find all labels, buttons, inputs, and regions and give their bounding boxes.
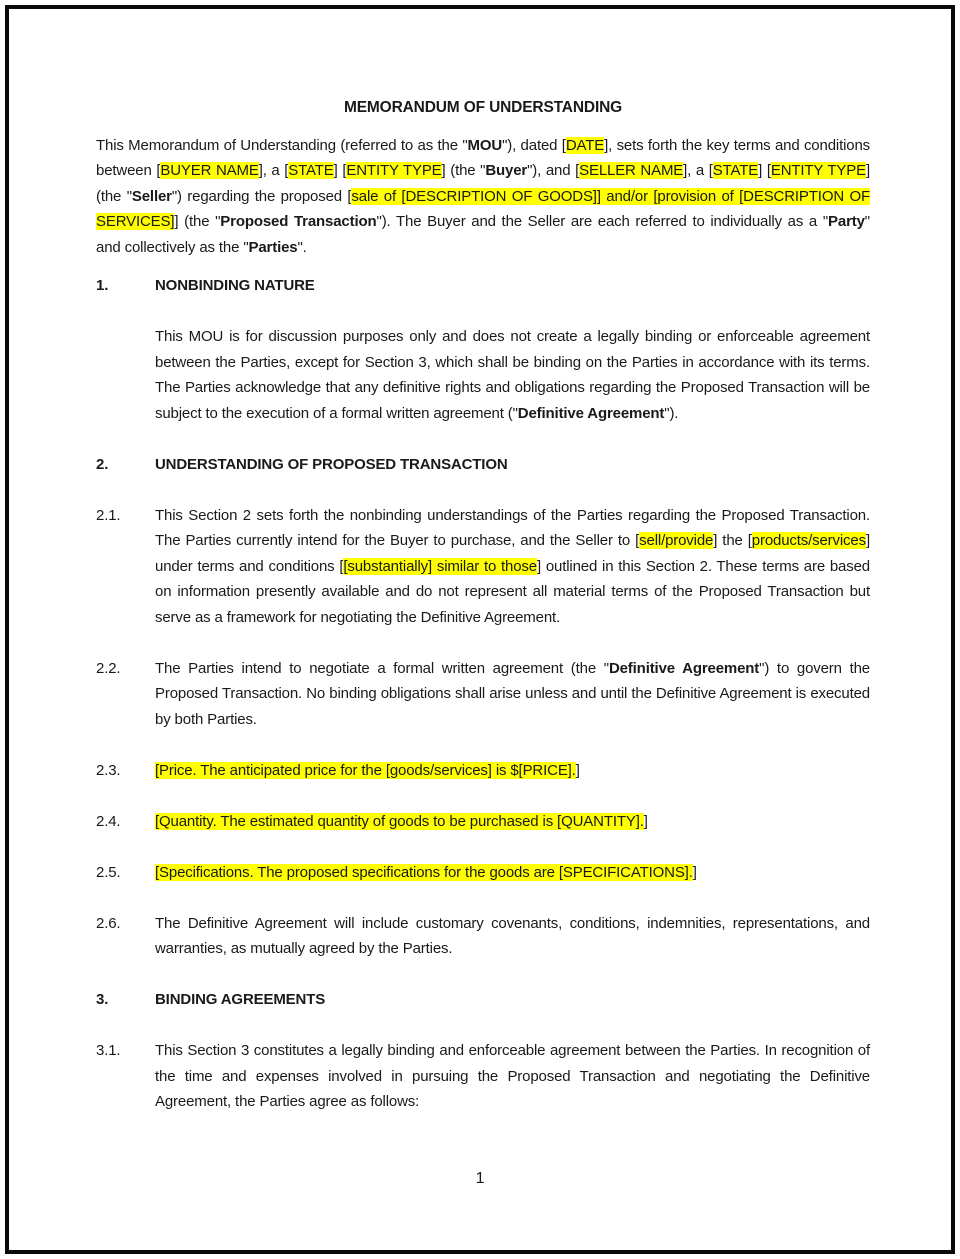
text-run: ". — [297, 238, 307, 256]
clause-2-2 — [96, 656, 870, 733]
clause-2-4 — [96, 809, 870, 835]
document-title: MEMORANDUM OF UNDERSTANDING — [343, 99, 623, 116]
text-run: Proposed Transaction — [220, 213, 377, 230]
text-run: Definitive Agreement — [517, 404, 665, 422]
text-run: ] (the " — [441, 162, 486, 179]
text-run: ] — [692, 863, 697, 881]
clause-text — [155, 324, 870, 426]
highlighted-text: BUYER NAME — [160, 162, 259, 179]
clause-number: 2.6. — [96, 914, 121, 932]
text-run: ] the [ — [713, 532, 752, 549]
section-heading-2 — [96, 452, 870, 478]
text-run: This Section 3 constitutes a legally binding and enforceable agreement between the Parties. In recognition of the time and expenses involved in pursuing the Proposed Transaction and negotiating the Definitive Agreement, the Parties agree as follows: — [155, 1042, 870, 1110]
text-run: This Section 2 sets forth the nonbinding understandings of the Parties regarding the Proposed Transaction. The Parties currently intend for the Buyer to purchase, and the Seller to [ — [155, 506, 870, 549]
section-heading-3 — [96, 987, 870, 1013]
highlighted-text: ENTITY TYPE — [770, 162, 866, 179]
text-run: "), dated [ — [502, 136, 566, 154]
highlighted-text: ENTITY TYPE — [346, 162, 442, 179]
section-heading-1 — [96, 273, 870, 299]
text-run: "), and [ — [527, 162, 580, 179]
clause-number: 2.5. — [96, 863, 121, 881]
text-run: ] outlined in this Section 2. These terms are based on information presently available and do not represent all material terms of the Proposed Transaction but serve as a framework for negotiating the Definitive Agreement. — [155, 557, 870, 626]
section-number: 3. — [96, 991, 109, 1008]
clause-number — [96, 324, 155, 426]
text-run: ] under terms and conditions [ — [155, 532, 870, 575]
text-run: Parties — [248, 238, 298, 256]
clause-3-1 — [96, 1038, 870, 1115]
text-run: ] (the " — [174, 213, 221, 230]
highlighted-text: DATE — [565, 136, 605, 154]
text-run: ] [ — [333, 162, 347, 179]
clause-text — [155, 1038, 870, 1115]
text-run: The Definitive Agreement will include customary covenants, conditions, indemnities, representations, and warranties, as mutually agreed by the Parties. — [155, 914, 870, 957]
clause-2-6 — [96, 911, 870, 962]
document-content — [96, 95, 870, 1140]
highlighted-text: [Price. The anticipated price for the [goods/services] is $[PRICE]. — [155, 761, 576, 779]
text-run: This MOU is for discussion purposes only and does not create a legally binding or enforceable agreement between the Parties, except for Section 3, which shall be binding on the Parties in accordance with its terms. The Parties acknowledge that any definitive rights and obligations regarding the Proposed Transaction will be subject to the execution of a formal written agreement (" — [155, 328, 870, 422]
clause-text — [155, 758, 870, 784]
clause-2-5 — [96, 860, 870, 886]
intro-paragraph — [96, 133, 870, 261]
highlighted-text: [substantially] similar to those — [343, 557, 537, 575]
section-title: NONBINDING NATURE — [155, 277, 315, 294]
text-run: Seller — [131, 187, 172, 205]
text-run: MOU — [467, 136, 503, 154]
clause-number: 2.3. — [96, 761, 121, 779]
text-run: ] — [643, 812, 648, 830]
text-run: ") to govern the Proposed Transaction. No binding obligations shall arise unless and until the Definitive Agreement is executed by both Parties. — [155, 659, 870, 728]
text-run: ] [ — [758, 162, 771, 179]
section-number: 1. — [96, 277, 109, 294]
text-run: Buyer — [485, 162, 528, 179]
text-run: Party — [828, 213, 865, 230]
clause-2-3 — [96, 758, 870, 784]
text-run: ], a [ — [258, 162, 289, 179]
text-run: ] — [575, 761, 580, 779]
section-number: 2. — [96, 455, 109, 473]
clause-text — [155, 911, 870, 962]
clause-number: 2.1. — [96, 506, 121, 524]
highlighted-text: SELLER NAME — [579, 162, 684, 179]
highlighted-text: STATE — [712, 162, 759, 179]
highlighted-text: sale of [DESCRIPTION OF GOODS]] and/or [provision of [DESCRIPTION OF SERVICES] — [96, 187, 870, 230]
clause-2-1 — [96, 503, 870, 631]
text-run: Definitive Agreement — [608, 659, 760, 677]
text-run: ") regarding the proposed [ — [171, 187, 352, 205]
clause-number: 2.4. — [96, 812, 121, 830]
highlighted-text: products/services — [751, 532, 866, 549]
highlighted-text: [Specifications. The proposed specifications for the goods are [SPECIFICATIONS]. — [155, 863, 693, 881]
clause-text — [155, 809, 870, 835]
clause-text — [155, 503, 870, 631]
clause-1-body — [96, 324, 870, 426]
text-run: "). The Buyer and the Seller are each referred to individually as a " — [376, 213, 829, 230]
clause-number: 3.1. — [96, 1042, 121, 1059]
text-run: ], sets forth the key terms and conditions between [ — [96, 136, 871, 179]
text-run: " and collectively as the " — [96, 213, 870, 256]
clause-number: 2.2. — [96, 659, 121, 677]
highlighted-text: sell/provide — [639, 532, 714, 549]
highlighted-text: [Quantity. The estimated quantity of goods to be purchased is [QUANTITY]. — [155, 812, 644, 830]
clause-text — [155, 656, 870, 733]
clause-text — [155, 860, 870, 886]
highlighted-text: STATE — [288, 162, 334, 179]
section-title: BINDING AGREEMENTS — [155, 991, 326, 1008]
text-run: ], a [ — [683, 162, 713, 179]
page-number: 1 — [475, 1170, 485, 1187]
text-run: ] (the " — [96, 162, 871, 205]
section-title: UNDERSTANDING OF PROPOSED TRANSACTION — [155, 455, 508, 473]
text-run: "). — [664, 404, 679, 422]
text-run: The Parties intend to negotiate a formal written agreement (the " — [155, 659, 609, 677]
text-run: This Memorandum of Understanding (referred to as the " — [96, 136, 468, 154]
